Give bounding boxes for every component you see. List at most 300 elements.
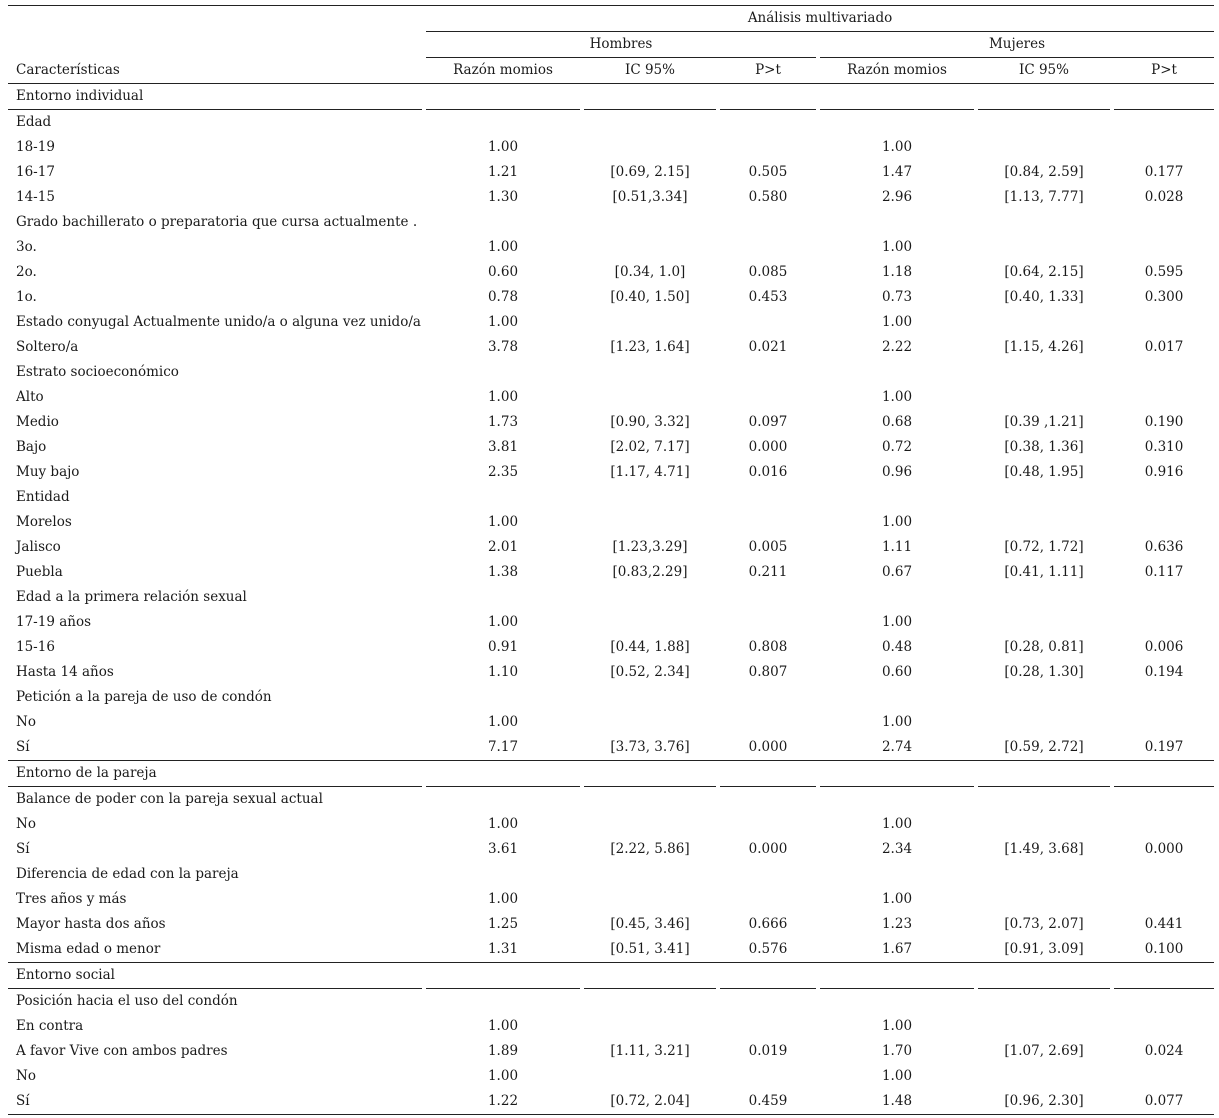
women-odds-ratio: 2.96 [881, 189, 913, 205]
men-odds-ratio: 0.60 [487, 264, 519, 280]
women-ci [978, 1014, 1110, 1039]
women-ci [978, 710, 1110, 735]
women-p-value [1114, 761, 1214, 787]
women-odds-ratio: 1.00 [881, 1018, 913, 1034]
men-ci: [0.72, 2.04] [584, 1089, 716, 1115]
row-label: Puebla [16, 564, 63, 580]
row-label: Sí [16, 841, 30, 857]
variable-heading-row [8, 110, 1214, 136]
women-p-value [1114, 1014, 1214, 1039]
men-odds-ratio: 2.01 [487, 539, 519, 555]
women-p-value [1114, 862, 1214, 887]
women-p-value: 0.177 [1144, 164, 1184, 180]
women-ci: [0.84, 2.59] [1004, 164, 1084, 180]
men-p-value [720, 710, 816, 735]
table-row [8, 887, 1214, 912]
women-ci-header: IC 95% [978, 58, 1110, 84]
table-header [8, 6, 1214, 84]
women-ci [978, 510, 1110, 535]
men-odds-ratio: 1.00 [487, 139, 519, 155]
women-odds-ratio: 1.00 [881, 1068, 913, 1084]
women-odds-ratio: 1.00 [881, 891, 913, 907]
women-p-value: 0.636 [1144, 539, 1184, 555]
table-row [8, 1039, 1214, 1064]
men-odds-ratio [426, 585, 580, 610]
women-ci [978, 787, 1110, 813]
men-p-value: 0.580 [748, 189, 788, 205]
men-odds-ratio: 3.81 [487, 439, 519, 455]
men-ci [584, 135, 716, 160]
men-ci [584, 787, 716, 813]
women-p-value: 0.194 [1144, 664, 1184, 680]
women-ci: [0.48, 1.95] [1004, 464, 1084, 480]
variable-heading-row [8, 210, 1214, 235]
women-odds-ratio [820, 360, 974, 385]
men-p-value: 0.505 [748, 164, 788, 180]
women-p-value [1114, 210, 1214, 235]
table-row [8, 660, 1214, 685]
women-odds-ratio: 0.48 [881, 639, 913, 655]
table-row [8, 385, 1214, 410]
men-p-value [720, 887, 816, 912]
men-odds-ratio: 3.61 [487, 841, 519, 857]
table-row [8, 735, 1214, 761]
row-label: Estrato socioeconómico [16, 364, 179, 380]
men-odds-ratio [426, 862, 580, 887]
women-p-value: 0.300 [1144, 289, 1184, 305]
table-row [8, 837, 1214, 862]
women-ci [978, 110, 1110, 136]
women-p-value [1114, 84, 1214, 110]
women-ci [978, 210, 1110, 235]
women-p-value [1114, 360, 1214, 385]
row-label: Entidad [16, 489, 70, 505]
men-ci [584, 1064, 716, 1089]
men-p-value [720, 84, 816, 110]
men-p-value: 0.021 [748, 339, 788, 355]
men-odds-ratio [426, 110, 580, 136]
table-row [8, 560, 1214, 585]
header-row-group [8, 6, 1214, 32]
men-p-value [720, 787, 816, 813]
women-odds-ratio: 1.18 [881, 264, 913, 280]
men-ci [584, 610, 716, 635]
women-p-value: 0.028 [1144, 189, 1184, 205]
row-label: Posición hacia el uso del condón [16, 993, 238, 1009]
men-p-value: 0.808 [748, 639, 788, 655]
women-ci: [0.59, 2.72] [1004, 739, 1084, 755]
men-p-value [720, 1014, 816, 1039]
women-p-value [1114, 485, 1214, 510]
women-p-value [1114, 963, 1214, 989]
women-odds-ratio: 2.34 [881, 841, 913, 857]
table-row [8, 410, 1214, 435]
men-odds-ratio: 1.00 [487, 239, 519, 255]
men-ci [584, 585, 716, 610]
men-p-value: 0.666 [748, 916, 788, 932]
men-p-value [720, 1064, 816, 1089]
women-ci: [0.38, 1.36] [1004, 439, 1084, 455]
men-odds-ratio [426, 787, 580, 813]
men-p-value: 0.019 [748, 1043, 788, 1059]
men-ci [584, 485, 716, 510]
table-row [8, 510, 1214, 535]
row-label: Misma edad o menor [16, 941, 161, 957]
women-odds-ratio: 0.67 [881, 564, 913, 580]
women-odds-ratio: 0.72 [881, 439, 913, 455]
men-odds-ratio [426, 210, 580, 235]
women-odds-ratio: 1.00 [881, 514, 913, 530]
section-label: Entorno individual [8, 84, 422, 110]
men-odds-ratio: 1.10 [487, 664, 519, 680]
men-p-value [720, 812, 816, 837]
men-p-value: 0.211 [748, 564, 788, 580]
women-ci [978, 1064, 1110, 1089]
men-odds-ratio [426, 360, 580, 385]
table-row [8, 1064, 1214, 1089]
men-odds-ratio: 1.00 [487, 389, 519, 405]
women-ci: [0.91, 3.09] [1004, 941, 1084, 957]
women-odds-ratio [820, 210, 974, 235]
row-label: 2o. [16, 264, 37, 280]
women-ci: [1.49, 3.68] [1004, 841, 1084, 857]
row-label: Balance de poder con la pareja sexual actual [16, 791, 323, 807]
women-odds-ratio: 0.68 [881, 414, 913, 430]
men-odds-ratio: 1.00 [487, 714, 519, 730]
men-ci [584, 862, 716, 887]
women-p-value: 0.197 [1144, 739, 1184, 755]
men-ci: [1.23, 1.64] [610, 339, 690, 355]
men-p-value [720, 385, 816, 410]
women-p-value: 0.100 [1144, 941, 1184, 957]
men-p-value: 0.097 [748, 414, 788, 430]
table-row [8, 610, 1214, 635]
women-p-value: 0.000 [1144, 841, 1184, 857]
men-ci: [0.83,2.29] [612, 564, 688, 580]
variable-heading-row [8, 989, 1214, 1015]
men-odds-ratio: 0.91 [487, 639, 519, 655]
women-p-value: 0.595 [1144, 264, 1184, 280]
men-p-value: 0.016 [748, 464, 788, 480]
characteristics-header: Características [8, 58, 422, 84]
table-row [8, 535, 1214, 560]
men-ci [584, 1014, 716, 1039]
men-p-value: 0.005 [748, 539, 788, 555]
women-ci: [0.28, 1.30] [1004, 664, 1084, 680]
men-p-value: 0.576 [748, 941, 788, 957]
women-odds-ratio: 0.73 [881, 289, 913, 305]
women-odds-ratio [820, 761, 974, 787]
row-label: Medio [16, 414, 59, 430]
row-label: Edad [16, 114, 52, 130]
table-body [8, 84, 1214, 1115]
row-label: Diferencia de edad con la pareja [16, 866, 239, 882]
men-p-value [720, 963, 816, 989]
row-label: Morelos [16, 514, 72, 530]
men-p-value [720, 235, 816, 260]
men-p-value [720, 360, 816, 385]
men-ci: [2.02, 7.17] [610, 439, 690, 455]
men-ci: [2.22, 5.86] [610, 841, 690, 857]
row-label: 14-15 [16, 189, 55, 205]
men-odds-ratio: 1.21 [487, 164, 519, 180]
men-ci: [0.40, 1.50] [610, 289, 690, 305]
men-odds-ratio [426, 84, 580, 110]
women-or-header: Razón momios [820, 58, 974, 84]
row-label: Alto [16, 389, 44, 405]
women-odds-ratio: 1.47 [881, 164, 913, 180]
men-odds-ratio: 7.17 [487, 739, 519, 755]
women-ci [978, 685, 1110, 710]
women-odds-ratio [820, 485, 974, 510]
variable-heading-row [8, 585, 1214, 610]
women-p-value [1114, 310, 1214, 335]
row-label: No [16, 714, 36, 730]
women-ci [978, 310, 1110, 335]
section-row [8, 761, 1214, 787]
men-p-value: 0.085 [748, 264, 788, 280]
women-odds-ratio: 1.11 [881, 539, 913, 555]
men-odds-ratio: 1.38 [487, 564, 519, 580]
women-odds-ratio [820, 989, 974, 1015]
men-odds-ratio: 1.00 [487, 614, 519, 630]
women-ci [978, 385, 1110, 410]
men-p-value [720, 862, 816, 887]
men-p-value: 0.453 [748, 289, 788, 305]
women-p-value [1114, 610, 1214, 635]
men-ci [584, 989, 716, 1015]
women-odds-ratio [820, 84, 974, 110]
men-ci [584, 310, 716, 335]
table-row [8, 812, 1214, 837]
women-odds-ratio: 1.00 [881, 714, 913, 730]
women-ci [978, 887, 1110, 912]
women-p-value: 0.017 [1144, 339, 1184, 355]
table-row [8, 435, 1214, 460]
women-p-value: 0.916 [1144, 464, 1184, 480]
women-ci [978, 963, 1110, 989]
women-p-value [1114, 135, 1214, 160]
women-ci: [1.07, 2.69] [1004, 1043, 1084, 1059]
row-label: Sí [16, 739, 30, 755]
women-odds-ratio [820, 685, 974, 710]
men-p-value: 0.000 [748, 439, 788, 455]
women-ci [978, 360, 1110, 385]
variable-heading-row [8, 685, 1214, 710]
women-p-value: 0.077 [1114, 1089, 1214, 1115]
row-label: Jalisco [16, 539, 61, 555]
row-label: 17-19 años [16, 614, 92, 630]
women-odds-ratio: 2.74 [881, 739, 913, 755]
men-odds-ratio [426, 485, 580, 510]
header-row-sex [8, 32, 1214, 58]
table-row [8, 310, 1214, 335]
women-odds-ratio: 1.67 [881, 941, 913, 957]
men-p-value [720, 210, 816, 235]
men-odds-ratio: 1.00 [487, 1018, 519, 1034]
men-odds-ratio: 1.22 [426, 1089, 580, 1115]
men-ci: [0.69, 2.15] [610, 164, 690, 180]
men-ci [584, 385, 716, 410]
row-label: 1o. [16, 289, 37, 305]
men-or-header: Razón momios [426, 58, 580, 84]
men-ci [584, 963, 716, 989]
men-odds-ratio [426, 963, 580, 989]
table-row [8, 160, 1214, 185]
women-ci [978, 485, 1110, 510]
table-row [8, 260, 1214, 285]
women-p-value: 0.310 [1144, 439, 1184, 455]
men-ci-header: IC 95% [584, 58, 716, 84]
women-header: Mujeres [820, 32, 1214, 58]
row-label: Edad a la primera relación sexual [16, 589, 247, 605]
men-ci [584, 110, 716, 136]
women-p-value: 0.006 [1144, 639, 1184, 655]
women-ci: [0.28, 0.81] [1004, 639, 1084, 655]
section-label: Entorno social [8, 963, 422, 989]
men-ci [584, 887, 716, 912]
men-p-value [720, 685, 816, 710]
men-ci: [1.17, 4.71] [610, 464, 690, 480]
table-row [8, 335, 1214, 360]
men-p-value [720, 110, 816, 136]
women-ci: [0.72, 1.72] [1004, 539, 1084, 555]
men-ci [584, 84, 716, 110]
women-p-value: 0.441 [1144, 916, 1184, 932]
women-ci [978, 989, 1110, 1015]
women-ci: [1.13, 7.77] [1004, 189, 1084, 205]
table-row [8, 912, 1214, 937]
men-ci: [0.45, 3.46] [610, 916, 690, 932]
men-p-value [720, 485, 816, 510]
row-label: 3o. [16, 239, 37, 255]
women-p-value [1114, 585, 1214, 610]
men-ci [584, 761, 716, 787]
men-ci [584, 812, 716, 837]
men-ci [584, 360, 716, 385]
women-p-value [1114, 887, 1214, 912]
men-ci [584, 210, 716, 235]
women-odds-ratio: 1.23 [881, 916, 913, 932]
men-odds-ratio: 1.00 [487, 1068, 519, 1084]
section-row [8, 963, 1214, 989]
table-row [8, 235, 1214, 260]
row-label: Soltero/a [16, 339, 79, 355]
men-odds-ratio: 1.00 [487, 314, 519, 330]
women-odds-ratio: 1.00 [881, 314, 913, 330]
row-label: Muy bajo [16, 464, 80, 480]
men-odds-ratio [426, 989, 580, 1015]
men-ci [584, 710, 716, 735]
women-p-value: 0.117 [1144, 564, 1184, 580]
row-label: En contra [16, 1018, 84, 1034]
women-odds-ratio: 0.96 [881, 464, 913, 480]
women-ci [978, 761, 1110, 787]
table-row [8, 135, 1214, 160]
men-ci: [0.34, 1.0] [614, 264, 686, 280]
women-odds-ratio: 1.70 [881, 1043, 913, 1059]
men-ci: [0.90, 3.32] [610, 414, 690, 430]
men-ci: [0.51,3.34] [612, 189, 688, 205]
row-label: Tres años y más [16, 891, 127, 907]
men-p-value [720, 510, 816, 535]
header-row-columns [8, 58, 1214, 84]
women-p-value [1114, 385, 1214, 410]
men-p-value [720, 585, 816, 610]
men-odds-ratio [426, 761, 580, 787]
men-ci: [0.51, 3.41] [610, 941, 690, 957]
women-odds-ratio: 1.00 [881, 139, 913, 155]
women-p-value [1114, 110, 1214, 136]
men-p-value [720, 761, 816, 787]
section-label: Entorno de la pareja [8, 761, 422, 787]
women-p-value [1114, 235, 1214, 260]
row-label: No [16, 816, 36, 832]
women-ci [978, 585, 1110, 610]
women-ci [978, 84, 1110, 110]
women-ci: [0.73, 2.07] [1004, 916, 1084, 932]
table-row [8, 635, 1214, 660]
women-ci: [1.15, 4.26] [1004, 339, 1084, 355]
women-p-value [1114, 812, 1214, 837]
men-p-value [720, 610, 816, 635]
men-ci: [1.11, 3.21] [610, 1043, 690, 1059]
table-row [8, 285, 1214, 310]
men-odds-ratio [426, 685, 580, 710]
men-ci: [0.52, 2.34] [610, 664, 690, 680]
table-row [8, 460, 1214, 485]
men-p-value: 0.807 [748, 664, 788, 680]
row-label: Sí [8, 1089, 422, 1115]
results-table [8, 5, 1214, 1115]
women-ci: [0.39 ,1.21] [1004, 414, 1084, 430]
women-ci: [0.64, 2.15] [1004, 264, 1084, 280]
women-ci [978, 812, 1110, 837]
men-header: Hombres [426, 32, 816, 58]
women-odds-ratio [820, 585, 974, 610]
table-row [8, 710, 1214, 735]
men-p-value [720, 135, 816, 160]
men-ci: [3.73, 3.76] [610, 739, 690, 755]
women-odds-ratio: 1.00 [881, 614, 913, 630]
men-odds-ratio: 2.35 [487, 464, 519, 480]
men-ci: [1.23,3.29] [612, 539, 688, 555]
women-p-value [1114, 989, 1214, 1015]
women-ci: [0.41, 1.11] [1004, 564, 1084, 580]
section-row [8, 84, 1214, 110]
women-odds-ratio: 1.00 [881, 239, 913, 255]
table-row [8, 1089, 1214, 1115]
men-p-value: 0.000 [748, 739, 788, 755]
men-odds-ratio: 1.00 [487, 891, 519, 907]
women-ci [978, 235, 1110, 260]
men-odds-ratio: 1.00 [487, 816, 519, 832]
row-label: Estado conyugal Actualmente unido/a o alguna vez unido/a [16, 314, 421, 330]
women-odds-ratio: 1.00 [881, 389, 913, 405]
women-odds-ratio: 2.22 [881, 339, 913, 355]
men-p-value: 0.459 [720, 1089, 816, 1115]
women-ci: [0.96, 2.30] [978, 1089, 1110, 1115]
women-p-value [1114, 510, 1214, 535]
women-odds-ratio: 1.48 [820, 1089, 974, 1115]
women-ci [978, 610, 1110, 635]
women-p-value [1114, 1064, 1214, 1089]
men-ci [584, 685, 716, 710]
women-odds-ratio [820, 787, 974, 813]
men-ci [584, 510, 716, 535]
men-ci [584, 235, 716, 260]
men-p-value: 0.000 [748, 841, 788, 857]
